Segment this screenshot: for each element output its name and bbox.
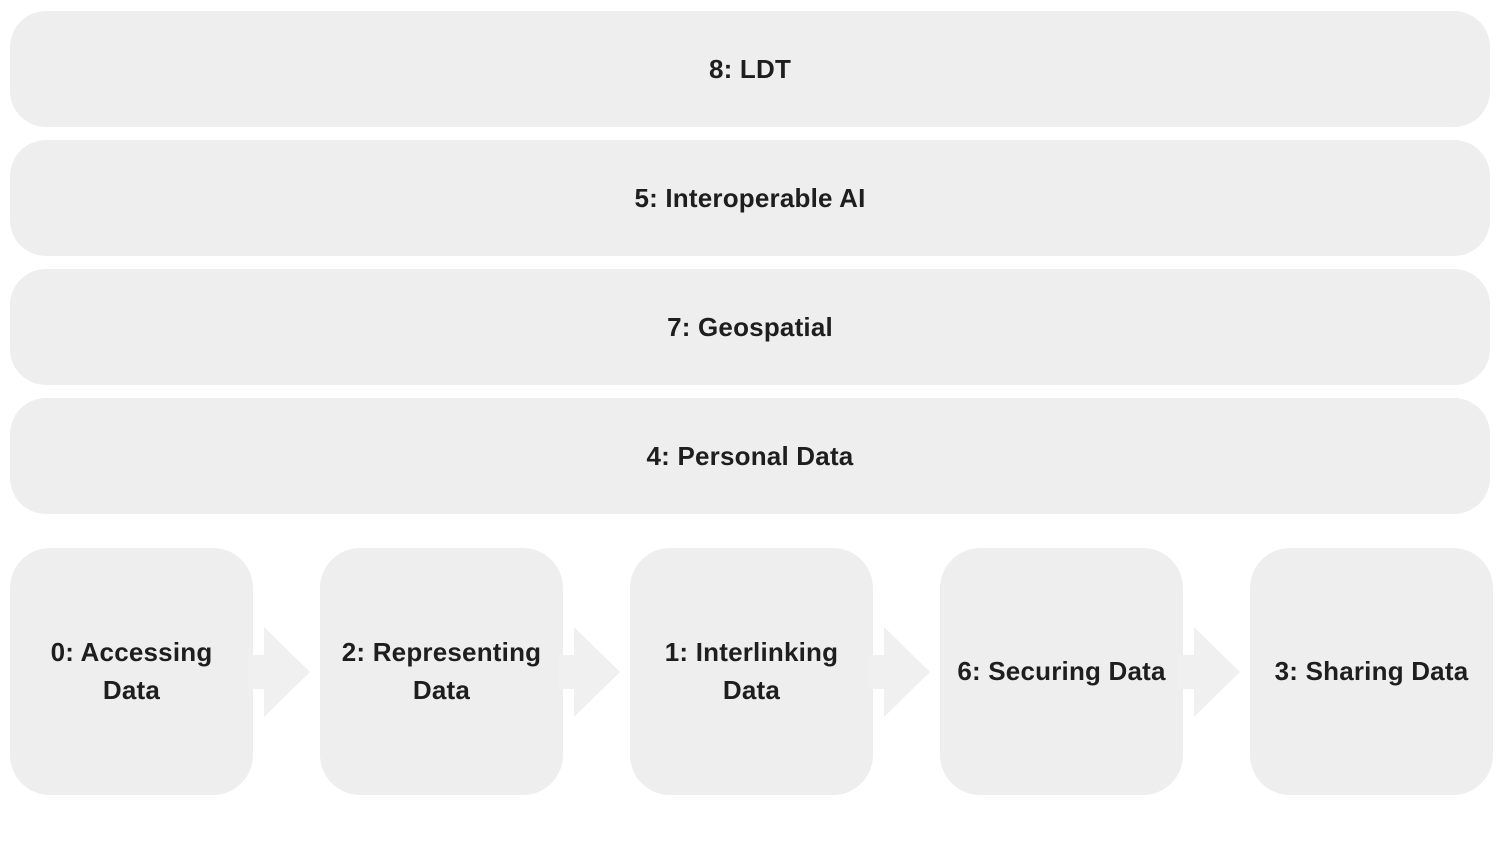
connector-gap — [253, 548, 320, 795]
connector-gap — [1183, 548, 1250, 795]
step-box-0-accessing-data — [10, 548, 253, 795]
layer-label: 7: Geospatial — [667, 311, 833, 342]
layer-label: 5: Interoperable AI — [634, 182, 866, 213]
layer-label: 8: LDT — [708, 53, 792, 84]
step-label: 2: Representing Data — [341, 636, 542, 705]
step-label: 1: Interlinking Data — [664, 636, 839, 705]
connector-gap — [563, 548, 630, 795]
right-block-arrow-icon — [868, 627, 930, 717]
right-block-arrow-icon — [1178, 627, 1240, 717]
step-box-2-representing-data — [320, 548, 563, 795]
connector-gap — [873, 548, 940, 795]
step-box-3-sharing-data — [1250, 548, 1493, 795]
step-box-1-interlinking-data — [630, 548, 873, 795]
layer-bar-5-interoperable-ai — [10, 140, 1490, 256]
step-label: 6: Securing Data — [957, 655, 1166, 686]
layer-bar-7-geospatial — [10, 269, 1490, 385]
process-flow — [10, 548, 1490, 795]
step-label: 0: Accessing Data — [50, 636, 213, 705]
layer-label: 4: Personal Data — [646, 440, 854, 471]
layer-bar-4-personal-data — [10, 398, 1490, 514]
right-block-arrow-icon — [558, 627, 620, 717]
layer-stack — [10, 11, 1490, 527]
step-label: 3: Sharing Data — [1274, 655, 1469, 686]
layer-bar-8-ldt — [10, 11, 1490, 127]
step-box-6-securing-data — [940, 548, 1183, 795]
right-block-arrow-icon — [248, 627, 310, 717]
